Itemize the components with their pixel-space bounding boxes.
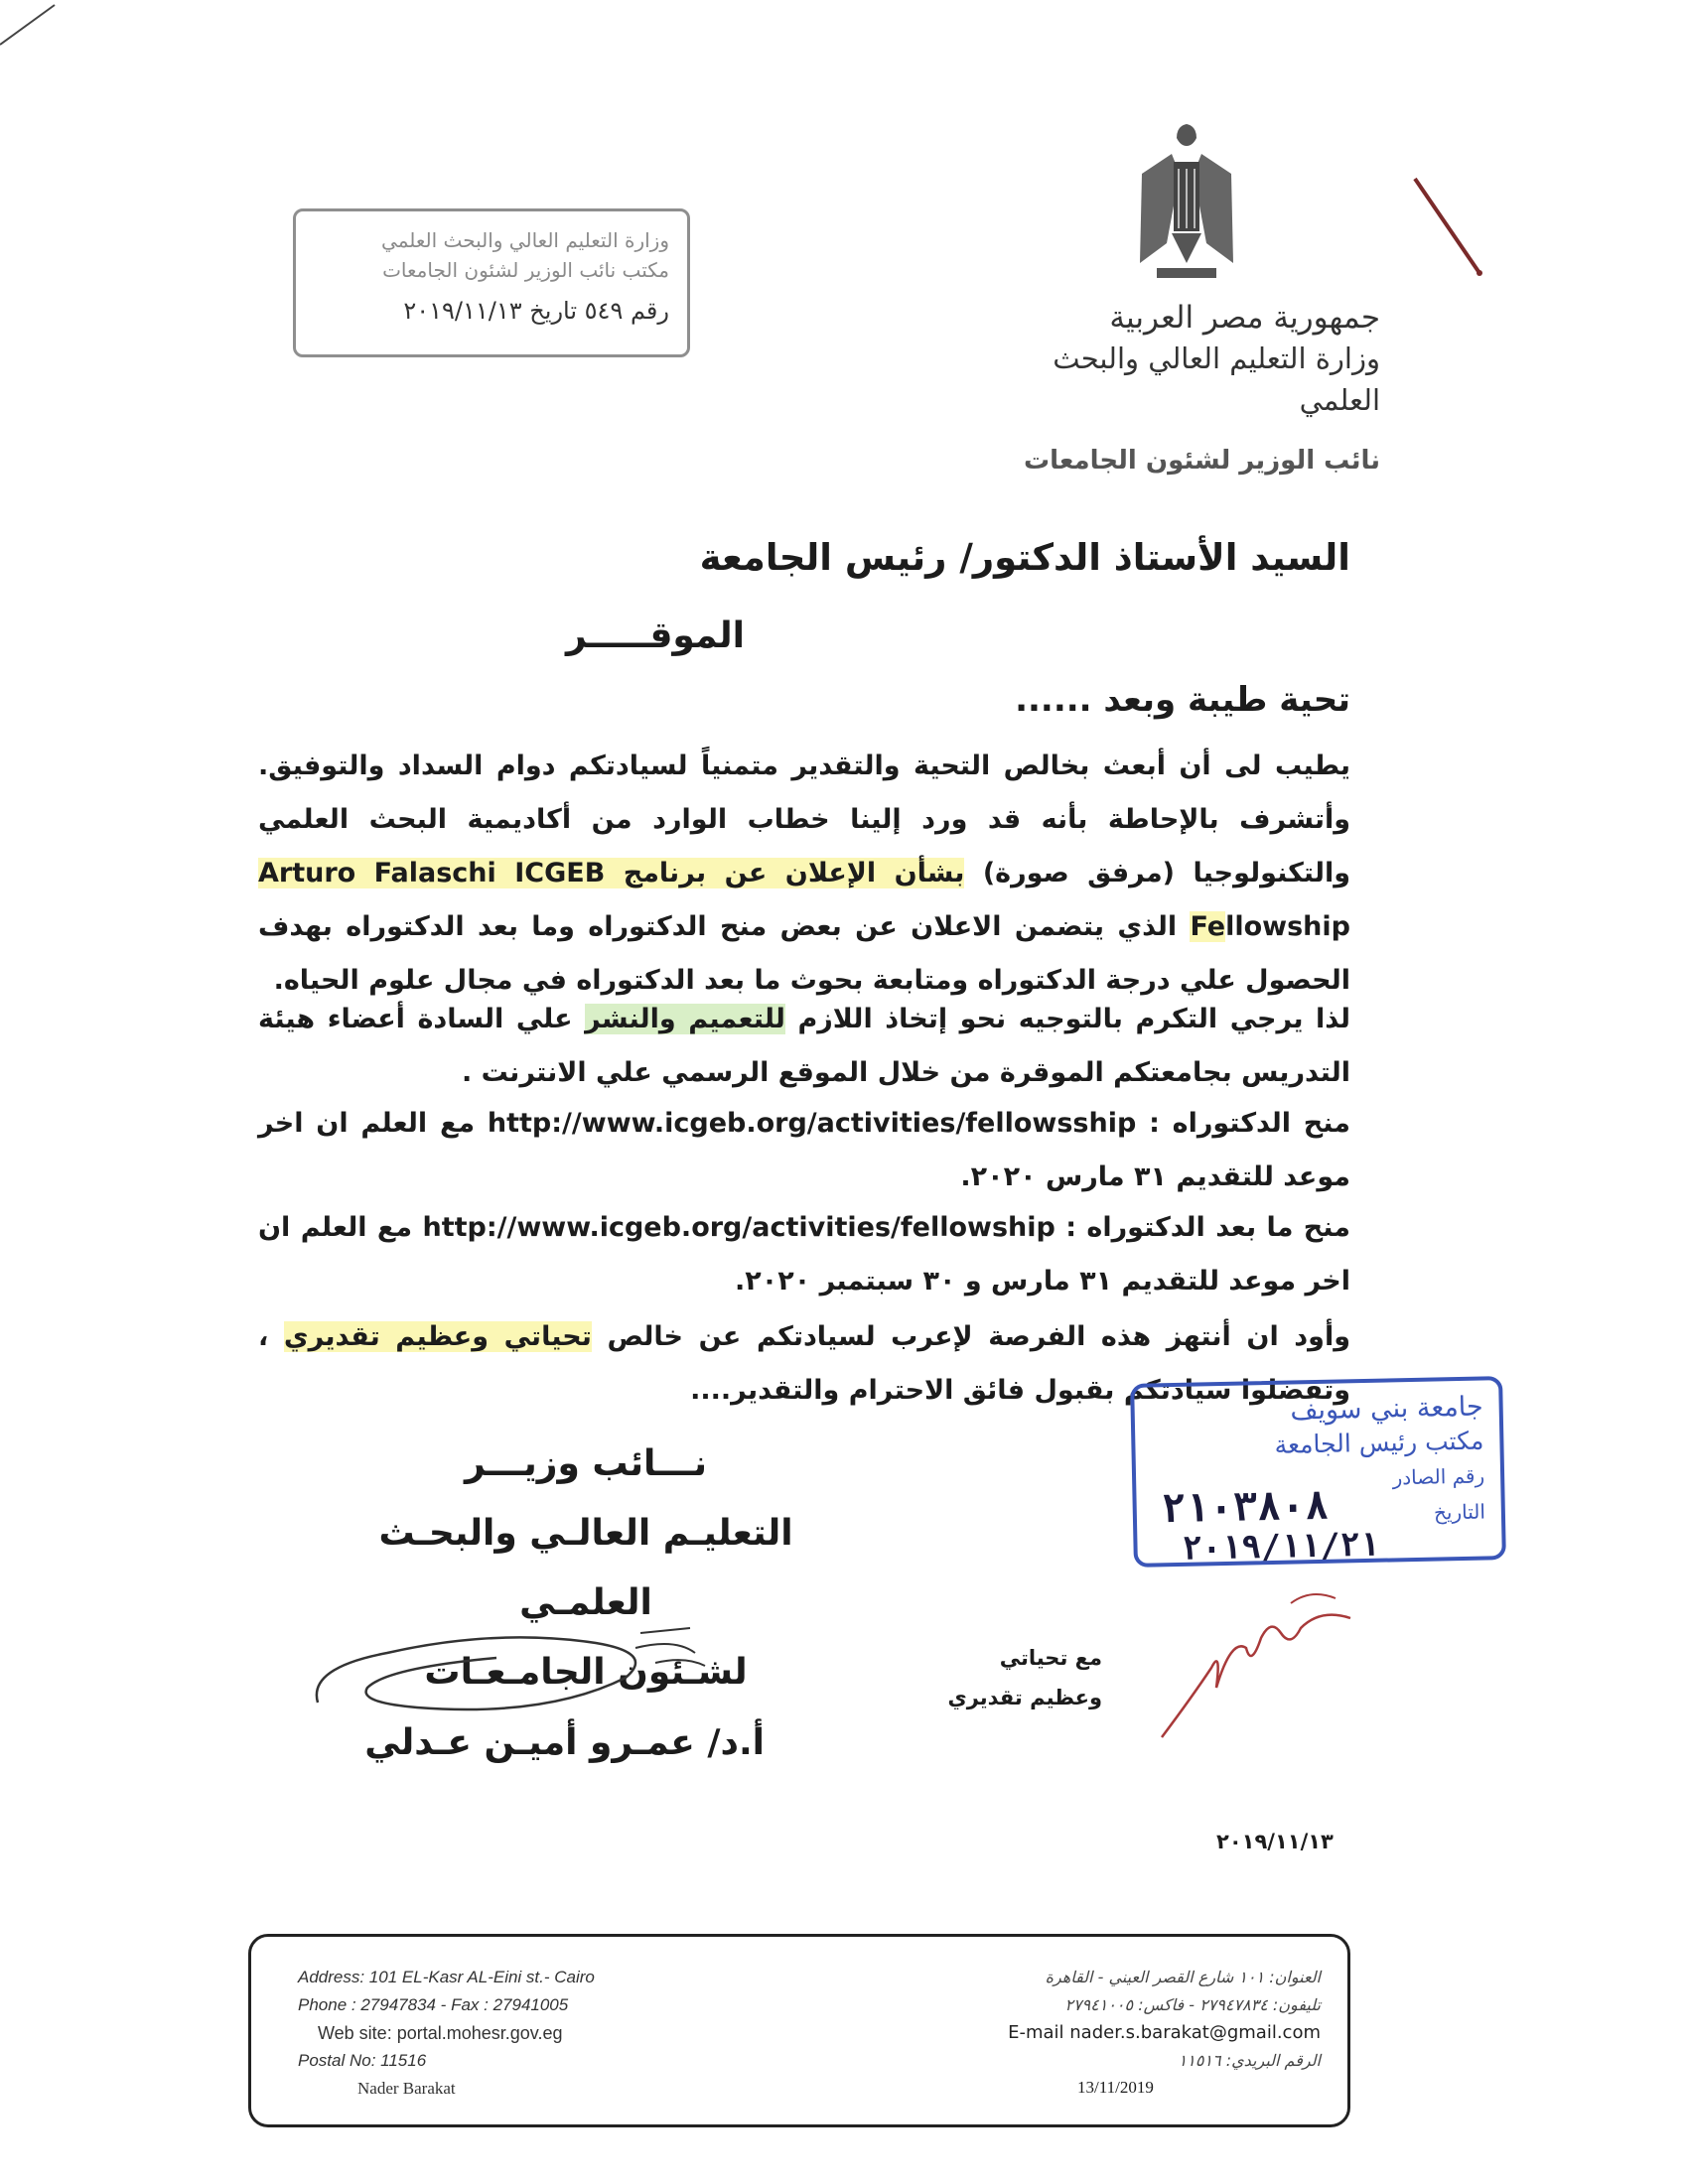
received-stamp-university: جامعة بني سويف	[1290, 1391, 1483, 1427]
pen-mark-icon	[1410, 174, 1489, 283]
greeting: تحية طيبة وبعد ......	[1015, 680, 1350, 720]
signatory-title-line1: نـــائب وزيـــر	[464, 1443, 708, 1484]
corner-scan-mark	[0, 0, 60, 50]
received-stamp-office: مكتب رئيس الجامعة	[1274, 1426, 1484, 1459]
footer-arabic-contact	[904, 1964, 1321, 2075]
paragraph-intro	[258, 740, 1350, 1008]
paragraph-phd-grants: منح الدكتوراه : http://www.icgeb.org/activities/fellowsship مع العلم ان اخر موعد للتقديم ٣١ مارس ٢٠٢٠.	[258, 1108, 1350, 1192]
honorific: الموقـــــر	[565, 615, 745, 656]
footer-website: Web site: portal.mohesr.gov.eg	[318, 2023, 563, 2043]
paragraph-request	[258, 993, 1350, 1100]
footer-name-en: Nader Barakat	[357, 2079, 456, 2098]
outgoing-stamp-number-date: رقم ٥٤٩ تاريخ ٢٠١٩/١١/١٣	[403, 297, 669, 325]
paragraph-request-highlight: للتعميم والنشر	[585, 1004, 785, 1034]
footer-postal-en: Postal No: 11516	[298, 2051, 427, 2070]
regards-line2: وعظيم تقديري	[947, 1686, 1102, 1709]
paragraph-intro-highlight: بشأن الإعلان عن برنامج Arturo Falaschi ICGEB Fe	[258, 858, 1226, 942]
paragraph-request-part1: لذا يرجي التكرم بالتوجيه نحو إتخاذ اللازم	[784, 1004, 1350, 1034]
footer-email: E-mail nader.s.barakat@gmail.com	[1008, 2022, 1321, 2043]
footer-date: 13/11/2019	[1077, 2078, 1154, 2097]
received-stamp	[1130, 1376, 1506, 1568]
paragraph-intro-part1: يطيب لى أن أبعث بخالص التحية والتقدير متمنياً لسيادتكم دوام السداد والتوفيق. وأتشرف بالإحاطة بأنه قد ورد إلينا خطاب الوارد من أكاديمية البحث العلمي والتكنولوجيا (مرفق صورة)	[258, 751, 1350, 888]
outgoing-stamp	[293, 208, 690, 357]
paragraph-postdoc-grants: منح ما بعد الدكتوراه : http://www.icgeb.org/activities/fellowship مع العلم ان اخر موعد للتقديم ٣١ مارس و ٣٠ سبتمبر ٢٠٢٠.	[258, 1212, 1350, 1297]
ministry-header	[963, 298, 1380, 492]
red-initials-scribble	[1152, 1578, 1370, 1747]
regards-line1: مع تحياتي	[999, 1646, 1102, 1670]
footer-phone-ar: تليفون: ٢٧٩٤٧٨٣٤ - فاكس: ٢٧٩٤١٠٠٥	[1064, 1995, 1321, 2014]
handwritten-regards	[904, 1638, 1102, 1717]
salutation: السيد الأستاذ الدكتور/ رئيس الجامعة	[699, 536, 1350, 579]
footer-phone-en: Phone : 27947834 - Fax : 27941005	[298, 1995, 569, 2014]
eagle-emblem-icon	[1132, 114, 1241, 293]
received-stamp-date-label: التاريخ	[1433, 1499, 1486, 1525]
signatory-name: أ.د/ عمـرو أميـن عـدلي	[364, 1722, 765, 1763]
document-date: ٢٠١٩/١١/١٣	[1216, 1830, 1334, 1853]
paragraph-intro-part2: llowship الذي يتضمن الاعلان عن بعض منح الدكتوراه وما بعد الدكتوراه بهدف الحصول علي درجة الدكتوراه ومتابعة بحوث ما بعد الدكتوراه في مجال علوم الحياه.	[258, 911, 1350, 996]
ministry-name: وزارة التعليم العالي والبحث العلمي	[1053, 341, 1380, 417]
paragraph-closing-part1: وأود ان أنتهز هذه الفرصة لإعرب لسيادتكم عن خالص	[591, 1321, 1350, 1352]
outgoing-stamp-line1: وزارة التعليم العالي والبحث العلمي	[381, 228, 669, 252]
handwritten-signature	[298, 1608, 725, 1727]
paragraph-closing-highlight: تحياتي وعظيم تقديري	[283, 1321, 592, 1352]
footer-english-contact	[298, 1964, 595, 2103]
outgoing-stamp-line2: مكتب نائب الوزير لشئون الجامعات	[382, 258, 669, 282]
footer-address-ar: العنوان: ١٠١ شارع القصر العيني - القاهرة	[1045, 1968, 1321, 1986]
paragraph-request-part2: علي السادة أعضاء هيئة التدريس بجامعتكم الموقرة من خلال الموقع الرسمي علي الانترنت .	[258, 1004, 1350, 1088]
country-name: جمهورية مصر العربية	[1109, 300, 1380, 336]
signatory-title-line2: التعليـم العالـي والبحـث العلمـي	[378, 1513, 793, 1623]
received-stamp-handwritten-date: ٢٠١٩/١١/٢١	[1182, 1524, 1380, 1568]
received-stamp-handwritten-number: ٢١٠٣٨٠٨	[1161, 1482, 1330, 1533]
received-stamp-number-label: رقم الصادر	[1392, 1463, 1485, 1490]
office-name: نائب الوزير لشئون الجامعات	[1023, 446, 1380, 476]
paragraph-closing-part2: ، وتفضلوا سيادتكم بقبول فائق الاحترام والتقدير....	[258, 1321, 1350, 1406]
footer-postal-ar: الرقم البريدي: ١١٥١٦	[1178, 2051, 1321, 2070]
footer-address-en: Address: 101 EL-Kasr AL-Eini st.- Cairo	[298, 1968, 595, 1986]
signatory-title-line3: لشـئون الجامـعـات	[424, 1652, 748, 1693]
